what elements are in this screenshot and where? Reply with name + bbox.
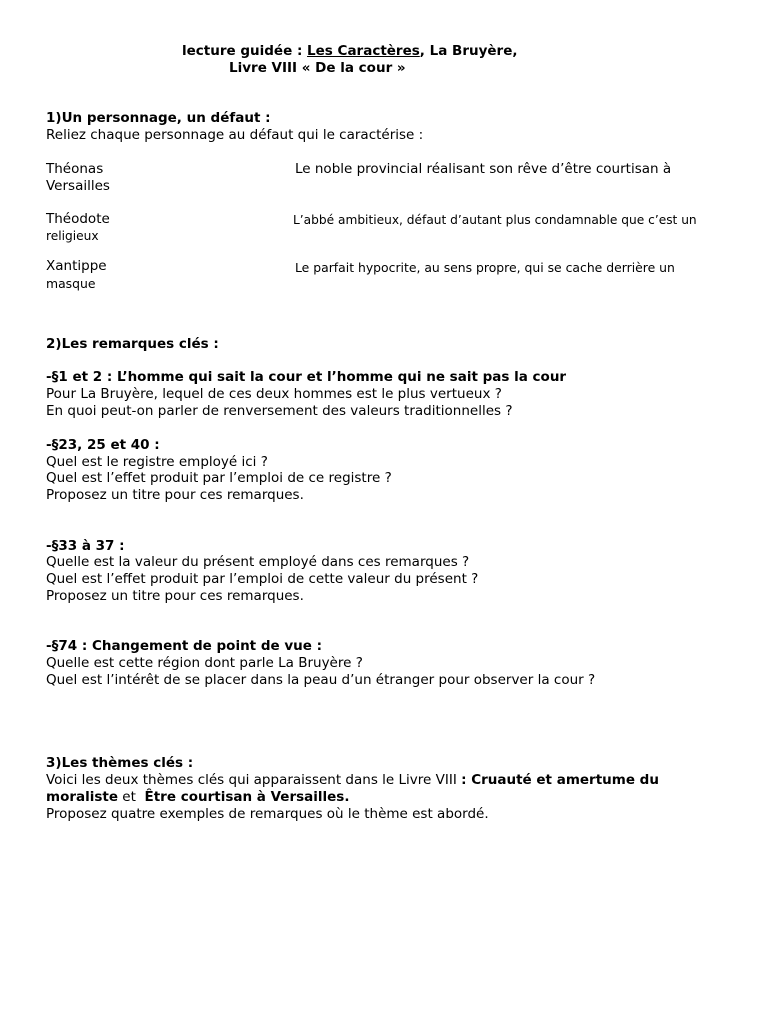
- group4-question1: Quelle est cette région dont parle La Bruyère ?: [46, 655, 363, 671]
- character-theonas: Théonas: [46, 161, 104, 177]
- section3-heading: 3)Les thèmes clés :: [46, 755, 194, 771]
- group3-question2: Quel est l’effet produit par l’emploi de cette valeur du présent ?: [46, 571, 479, 587]
- group3-question1: Quelle est la valeur du présent employé dans ces remarques ?: [46, 554, 470, 570]
- group1-question2: En quoi peut-on parler de renversement des valeurs traditionnelles ?: [46, 403, 513, 419]
- group3-question3: Proposez un titre pour ces remarques.: [46, 588, 304, 604]
- section3-themes-line: [46, 789, 349, 806]
- section3-task: Proposez quatre exemples de remarques où le thème est abordé.: [46, 806, 489, 822]
- title-prefix: lecture guidée :: [182, 43, 308, 59]
- document-title-line1: [182, 43, 518, 60]
- section3-intro: Voici les deux thèmes clés qui apparaissent dans le Livre VIII: [46, 772, 462, 788]
- theme1-cont: moraliste: [46, 789, 119, 805]
- theme1: : Cruauté et amertume du: [461, 772, 659, 788]
- document-title-line2: Livre VIII « De la cour »: [229, 60, 406, 76]
- book-title: Les Caractères: [307, 43, 420, 59]
- defect-3-line1: Le parfait hypocrite, au sens propre, qui se cache derrière un: [295, 260, 675, 275]
- group1-question1: Pour La Bruyère, lequel de ces deux hommes est le plus vertueux ?: [46, 386, 502, 402]
- section2-heading: 2)Les remarques clés :: [46, 336, 219, 352]
- group4-question2: Quel est l’intérêt de se placer dans la peau d’un étranger pour observer la cour ?: [46, 672, 596, 688]
- defect-2-line1: L’abbé ambitieux, défaut d’autant plus condamnable que c’est un: [293, 213, 697, 227]
- group2-question2: Quel est l’effet produit par l’emploi de ce registre ?: [46, 470, 392, 486]
- theme2: Être courtisan à Versailles.: [144, 789, 350, 805]
- character-xantippe: Xantippe: [46, 258, 107, 274]
- group2-question3: Proposez un titre pour ces remarques.: [46, 487, 304, 503]
- defect-2-line2: religieux: [46, 229, 99, 243]
- section1-heading: 1)Un personnage, un défaut :: [46, 110, 271, 126]
- group4-title: -§74 : Changement de point de vue :: [46, 638, 323, 654]
- character-theodote: Théodote: [46, 211, 110, 227]
- group1-title: -§1 et 2 : L’homme qui sait la cour et l’homme qui ne sait pas la cour: [46, 369, 567, 385]
- group3-title: -§33 à 37 :: [46, 538, 125, 554]
- section1-instruction: Reliez chaque personnage au défaut qui le caractérise :: [46, 127, 424, 143]
- defect-1-line2: Versailles: [46, 178, 110, 194]
- defect-3-line2: masque: [46, 276, 96, 291]
- defect-1-line1: Le noble provincial réalisant son rêve d’être courtisan à: [295, 161, 672, 177]
- theme-connector: et: [118, 789, 145, 805]
- title-suffix: , La Bruyère,: [419, 43, 518, 59]
- section3-intro-line: [46, 772, 659, 789]
- group2-question1: Quel est le registre employé ici ?: [46, 454, 268, 470]
- group2-title: -§23, 25 et 40 :: [46, 437, 160, 453]
